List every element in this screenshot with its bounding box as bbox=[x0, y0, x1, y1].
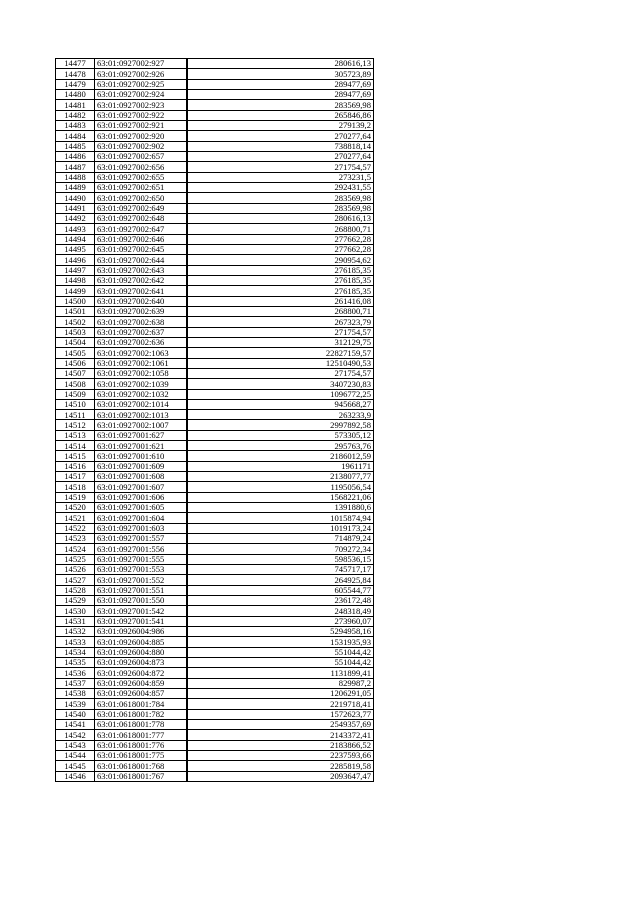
cadastral-number-cell: 63:01:0927002:902 bbox=[95, 141, 187, 151]
cadastral-number-cell: 63:01:0926004:857 bbox=[95, 689, 187, 699]
table-row bbox=[56, 213, 374, 223]
table-row bbox=[56, 420, 374, 430]
cadastral-value-cell: 714879,24 bbox=[187, 534, 374, 544]
row-number-cell: 14494 bbox=[56, 234, 95, 244]
cadastral-value-cell: 1572623,77 bbox=[187, 709, 374, 719]
cadastral-value-cell: 273231,5 bbox=[187, 172, 374, 182]
cadastral-number-cell: 63:01:0927002:1061 bbox=[95, 358, 187, 368]
cadastral-value-cell: 2237593,66 bbox=[187, 750, 374, 760]
cadastral-value-cell: 277662,28 bbox=[187, 244, 374, 254]
cadastral-value-cell: 1131899,41 bbox=[187, 668, 374, 678]
row-number-cell: 14512 bbox=[56, 420, 95, 430]
cadastral-number-cell: 63:01:0927002:1058 bbox=[95, 368, 187, 378]
table-row bbox=[56, 616, 374, 626]
row-number-cell: 14516 bbox=[56, 461, 95, 471]
row-number-cell: 14487 bbox=[56, 162, 95, 172]
row-number-cell: 14484 bbox=[56, 131, 95, 141]
cadastral-value-cell: 292431,55 bbox=[187, 182, 374, 192]
cadastral-number-cell: 63:01:0927001:553 bbox=[95, 565, 187, 575]
row-number-cell: 14496 bbox=[56, 255, 95, 265]
table-row bbox=[56, 771, 374, 781]
cadastral-number-cell: 63:01:0927002:1039 bbox=[95, 379, 187, 389]
cadastral-value-cell: 271754,57 bbox=[187, 327, 374, 337]
row-number-cell: 14482 bbox=[56, 110, 95, 120]
row-number-cell: 14501 bbox=[56, 306, 95, 316]
cadastral-number-cell: 63:01:0927001:557 bbox=[95, 534, 187, 544]
table-row bbox=[56, 275, 374, 285]
row-number-cell: 14535 bbox=[56, 658, 95, 668]
table-row bbox=[56, 327, 374, 337]
cadastral-value-cell: 283569,98 bbox=[187, 193, 374, 203]
cadastral-number-cell: 63:01:0927002:1032 bbox=[95, 389, 187, 399]
row-number-cell: 14510 bbox=[56, 399, 95, 409]
cadastral-value-cell: 1568221,06 bbox=[187, 492, 374, 502]
cadastral-value-cell: 276185,35 bbox=[187, 286, 374, 296]
table-row bbox=[56, 472, 374, 482]
cadastral-value-cell: 829987,2 bbox=[187, 678, 374, 688]
row-number-cell: 14514 bbox=[56, 441, 95, 451]
row-number-cell: 14495 bbox=[56, 244, 95, 254]
cadastral-value-cell: 1206291,05 bbox=[187, 689, 374, 699]
cadastral-number-cell: 63:01:0927001:610 bbox=[95, 451, 187, 461]
table-row bbox=[56, 337, 374, 347]
table-row bbox=[56, 637, 374, 647]
table-row bbox=[56, 141, 374, 151]
cadastral-value-cell: 2186012,59 bbox=[187, 451, 374, 461]
row-number-cell: 14506 bbox=[56, 358, 95, 368]
cadastral-value-cell: 305723,89 bbox=[187, 69, 374, 79]
cadastral-number-cell: 63:01:0618001:782 bbox=[95, 709, 187, 719]
cadastral-value-cell: 598536,15 bbox=[187, 554, 374, 564]
cadastral-number-cell: 63:01:0927002:642 bbox=[95, 275, 187, 285]
table-row bbox=[56, 110, 374, 120]
cadastral-value-cell: 1096772,25 bbox=[187, 389, 374, 399]
cadastral-value-cell: 280616,13 bbox=[187, 213, 374, 223]
table-row bbox=[56, 286, 374, 296]
cadastral-value-cell: 12510490,53 bbox=[187, 358, 374, 368]
cadastral-value-cell: 3407230,83 bbox=[187, 379, 374, 389]
cadastral-number-cell: 63:01:0927001:605 bbox=[95, 503, 187, 513]
row-number-cell: 14500 bbox=[56, 296, 95, 306]
row-number-cell: 14479 bbox=[56, 79, 95, 89]
cadastral-number-cell: 63:01:0926004:873 bbox=[95, 658, 187, 668]
table-row bbox=[56, 100, 374, 110]
cadastral-value-cell: 2549357,69 bbox=[187, 720, 374, 730]
cadastral-number-cell: 63:01:0927002:920 bbox=[95, 131, 187, 141]
row-number-cell: 14521 bbox=[56, 513, 95, 523]
cadastral-number-cell: 63:01:0927002:926 bbox=[95, 69, 187, 79]
cadastral-number-cell: 63:01:0927002:657 bbox=[95, 151, 187, 161]
row-number-cell: 14532 bbox=[56, 627, 95, 637]
cadastral-number-cell: 63:01:0927001:551 bbox=[95, 585, 187, 595]
cadastral-value-cell: 261416,08 bbox=[187, 296, 374, 306]
cadastral-number-cell: 63:01:0927002:925 bbox=[95, 79, 187, 89]
table-row bbox=[56, 709, 374, 719]
table-row bbox=[56, 224, 374, 234]
row-number-cell: 14515 bbox=[56, 451, 95, 461]
row-number-cell: 14488 bbox=[56, 172, 95, 182]
table-row bbox=[56, 265, 374, 275]
table-row bbox=[56, 69, 374, 79]
row-number-cell: 14531 bbox=[56, 616, 95, 626]
row-number-cell: 14524 bbox=[56, 544, 95, 554]
table-row bbox=[56, 596, 374, 606]
cadastral-value-cell: 1961171 bbox=[187, 461, 374, 471]
row-number-cell: 14536 bbox=[56, 668, 95, 678]
cadastral-value-cell: 289477,69 bbox=[187, 79, 374, 89]
row-number-cell: 14509 bbox=[56, 389, 95, 399]
row-number-cell: 14477 bbox=[56, 59, 95, 69]
cadastral-value-cell: 277662,28 bbox=[187, 234, 374, 244]
cadastral-value-cell: 745717,17 bbox=[187, 565, 374, 575]
row-number-cell: 14513 bbox=[56, 430, 95, 440]
cadastral-number-cell: 63:01:0618001:768 bbox=[95, 761, 187, 771]
row-number-cell: 14483 bbox=[56, 120, 95, 130]
cadastral-number-cell: 63:01:0927002:927 bbox=[95, 59, 187, 69]
cadastral-number-cell: 63:01:0927002:1063 bbox=[95, 348, 187, 358]
row-number-cell: 14502 bbox=[56, 317, 95, 327]
table-row bbox=[56, 606, 374, 616]
table-row bbox=[56, 244, 374, 254]
cadastral-value-cell: 276185,35 bbox=[187, 265, 374, 275]
row-number-cell: 14530 bbox=[56, 606, 95, 616]
cadastral-number-cell: 63:01:0927002:922 bbox=[95, 110, 187, 120]
cadastral-value-cell: 2143372,41 bbox=[187, 730, 374, 740]
table-row bbox=[56, 203, 374, 213]
cadastral-number-cell: 63:01:0927002:643 bbox=[95, 265, 187, 275]
row-number-cell: 14481 bbox=[56, 100, 95, 110]
row-number-cell: 14526 bbox=[56, 565, 95, 575]
row-number-cell: 14493 bbox=[56, 224, 95, 234]
cadastral-value-cell: 248318,49 bbox=[187, 606, 374, 616]
cadastral-value-cell: 268800,71 bbox=[187, 306, 374, 316]
row-number-cell: 14497 bbox=[56, 265, 95, 275]
table-row bbox=[56, 389, 374, 399]
row-number-cell: 14529 bbox=[56, 596, 95, 606]
table-row bbox=[56, 162, 374, 172]
cadastral-value-cell: 738818,14 bbox=[187, 141, 374, 151]
cadastral-value-cell: 270277,64 bbox=[187, 151, 374, 161]
table-row bbox=[56, 492, 374, 502]
cadastral-number-cell: 63:01:0927001:556 bbox=[95, 544, 187, 554]
cadastral-value-cell: 2093647,47 bbox=[187, 771, 374, 781]
table-row bbox=[56, 689, 374, 699]
table-row bbox=[56, 131, 374, 141]
cadastral-number-cell: 63:01:0927002:639 bbox=[95, 306, 187, 316]
row-number-cell: 14504 bbox=[56, 337, 95, 347]
table-row bbox=[56, 348, 374, 358]
cadastral-number-cell: 63:01:0927002:648 bbox=[95, 213, 187, 223]
cadastral-value-cell: 279139,2 bbox=[187, 120, 374, 130]
cadastral-value-cell: 1391880,6 bbox=[187, 503, 374, 513]
cadastral-value-cell: 290954,62 bbox=[187, 255, 374, 265]
cadastral-number-cell: 63:01:0927001:552 bbox=[95, 575, 187, 585]
cadastral-number-cell: 63:01:0927002:638 bbox=[95, 317, 187, 327]
cadastral-value-cell: 264925,84 bbox=[187, 575, 374, 585]
table-row bbox=[56, 647, 374, 657]
cadastral-number-cell: 63:01:0927001:606 bbox=[95, 492, 187, 502]
cadastral-number-cell: 63:01:0926004:986 bbox=[95, 627, 187, 637]
cadastral-value-table bbox=[55, 58, 374, 782]
row-number-cell: 14538 bbox=[56, 689, 95, 699]
cadastral-value-cell: 273960,07 bbox=[187, 616, 374, 626]
cadastral-value-cell: 573305,12 bbox=[187, 430, 374, 440]
table-row bbox=[56, 761, 374, 771]
row-number-cell: 14511 bbox=[56, 410, 95, 420]
row-number-cell: 14520 bbox=[56, 503, 95, 513]
cadastral-value-cell: 312129,75 bbox=[187, 337, 374, 347]
row-number-cell: 14518 bbox=[56, 482, 95, 492]
cadastral-number-cell: 63:01:0618001:778 bbox=[95, 720, 187, 730]
table-row bbox=[56, 750, 374, 760]
row-number-cell: 14507 bbox=[56, 368, 95, 378]
cadastral-value-cell: 1531935,93 bbox=[187, 637, 374, 647]
table-row bbox=[56, 565, 374, 575]
table-row bbox=[56, 151, 374, 161]
row-number-cell: 14499 bbox=[56, 286, 95, 296]
cadastral-number-cell: 63:01:0927002:651 bbox=[95, 182, 187, 192]
row-number-cell: 14540 bbox=[56, 709, 95, 719]
table-row bbox=[56, 678, 374, 688]
table-row bbox=[56, 523, 374, 533]
cadastral-value-cell: 709272,34 bbox=[187, 544, 374, 554]
cadastral-number-cell: 63:01:0618001:777 bbox=[95, 730, 187, 740]
cadastral-value-cell: 276185,35 bbox=[187, 275, 374, 285]
cadastral-value-cell: 267323,79 bbox=[187, 317, 374, 327]
cadastral-number-cell: 63:01:0927001:604 bbox=[95, 513, 187, 523]
cadastral-number-cell: 63:01:0927001:621 bbox=[95, 441, 187, 451]
table-row bbox=[56, 575, 374, 585]
cadastral-number-cell: 63:01:0927002:1014 bbox=[95, 399, 187, 409]
cadastral-value-cell: 551044,42 bbox=[187, 647, 374, 657]
cadastral-number-cell: 63:01:0927002:921 bbox=[95, 120, 187, 130]
cadastral-value-cell: 289477,69 bbox=[187, 89, 374, 99]
cadastral-value-cell: 270277,64 bbox=[187, 131, 374, 141]
table-row bbox=[56, 182, 374, 192]
cadastral-number-cell: 63:01:0618001:767 bbox=[95, 771, 187, 781]
cadastral-number-cell: 63:01:0927001:603 bbox=[95, 523, 187, 533]
table-row bbox=[56, 482, 374, 492]
cadastral-number-cell: 63:01:0618001:784 bbox=[95, 699, 187, 709]
table-row bbox=[56, 658, 374, 668]
row-number-cell: 14508 bbox=[56, 379, 95, 389]
table-row bbox=[56, 441, 374, 451]
table-row bbox=[56, 544, 374, 554]
table-row bbox=[56, 585, 374, 595]
cadastral-number-cell: 63:01:0926004:880 bbox=[95, 647, 187, 657]
row-number-cell: 14485 bbox=[56, 141, 95, 151]
table-row bbox=[56, 59, 374, 69]
cadastral-value-cell: 283569,98 bbox=[187, 100, 374, 110]
cadastral-number-cell: 63:01:0927001:607 bbox=[95, 482, 187, 492]
table-row bbox=[56, 410, 374, 420]
table-row bbox=[56, 451, 374, 461]
row-number-cell: 14486 bbox=[56, 151, 95, 161]
table-row bbox=[56, 461, 374, 471]
row-number-cell: 14545 bbox=[56, 761, 95, 771]
cadastral-value-cell: 551044,42 bbox=[187, 658, 374, 668]
cadastral-number-cell: 63:01:0927002:650 bbox=[95, 193, 187, 203]
cadastral-number-cell: 63:01:0927002:656 bbox=[95, 162, 187, 172]
row-number-cell: 14517 bbox=[56, 472, 95, 482]
cadastral-value-cell: 2219718,41 bbox=[187, 699, 374, 709]
row-number-cell: 14478 bbox=[56, 69, 95, 79]
row-number-cell: 14490 bbox=[56, 193, 95, 203]
cadastral-number-cell: 63:01:0927002:647 bbox=[95, 224, 187, 234]
table-row bbox=[56, 730, 374, 740]
row-number-cell: 14546 bbox=[56, 771, 95, 781]
cadastral-number-cell: 63:01:0927002:1013 bbox=[95, 410, 187, 420]
cadastral-value-cell: 236172,48 bbox=[187, 596, 374, 606]
table-row bbox=[56, 89, 374, 99]
cadastral-value-cell: 2997892,58 bbox=[187, 420, 374, 430]
cadastral-number-cell: 63:01:0927002:645 bbox=[95, 244, 187, 254]
row-number-cell: 14537 bbox=[56, 678, 95, 688]
cadastral-value-cell: 268800,71 bbox=[187, 224, 374, 234]
cadastral-value-cell: 605544,77 bbox=[187, 585, 374, 595]
cadastral-number-cell: 63:01:0927001:608 bbox=[95, 472, 187, 482]
cadastral-number-cell: 63:01:0927001:550 bbox=[95, 596, 187, 606]
cadastral-number-cell: 63:01:0927002:640 bbox=[95, 296, 187, 306]
cadastral-number-cell: 63:01:0927002:649 bbox=[95, 203, 187, 213]
row-number-cell: 14522 bbox=[56, 523, 95, 533]
cadastral-value-cell: 2183866,52 bbox=[187, 740, 374, 750]
table-row bbox=[56, 317, 374, 327]
table-row bbox=[56, 379, 374, 389]
row-number-cell: 14534 bbox=[56, 647, 95, 657]
cadastral-value-cell: 1015874,94 bbox=[187, 513, 374, 523]
cadastral-number-cell: 63:01:0926004:885 bbox=[95, 637, 187, 647]
table-row bbox=[56, 193, 374, 203]
cadastral-number-cell: 63:01:0927002:655 bbox=[95, 172, 187, 182]
table-row bbox=[56, 668, 374, 678]
row-number-cell: 14543 bbox=[56, 740, 95, 750]
table-row bbox=[56, 255, 374, 265]
cadastral-number-cell: 63:01:0927001:609 bbox=[95, 461, 187, 471]
table-row bbox=[56, 720, 374, 730]
cadastral-number-cell: 63:01:0927002:923 bbox=[95, 100, 187, 110]
cadastral-number-cell: 63:01:0927002:641 bbox=[95, 286, 187, 296]
table-row bbox=[56, 430, 374, 440]
table-row bbox=[56, 627, 374, 637]
cadastral-value-cell: 1019173,24 bbox=[187, 523, 374, 533]
table-body bbox=[56, 59, 374, 782]
cadastral-number-cell: 63:01:0927001:555 bbox=[95, 554, 187, 564]
cadastral-value-cell: 263233,9 bbox=[187, 410, 374, 420]
table-row bbox=[56, 79, 374, 89]
cadastral-number-cell: 63:01:0927002:636 bbox=[95, 337, 187, 347]
table-row bbox=[56, 358, 374, 368]
table-row bbox=[56, 740, 374, 750]
table-row bbox=[56, 699, 374, 709]
table-row bbox=[56, 368, 374, 378]
row-number-cell: 14505 bbox=[56, 348, 95, 358]
table-row bbox=[56, 534, 374, 544]
cadastral-number-cell: 63:01:0926004:859 bbox=[95, 678, 187, 688]
row-number-cell: 14544 bbox=[56, 750, 95, 760]
row-number-cell: 14539 bbox=[56, 699, 95, 709]
row-number-cell: 14491 bbox=[56, 203, 95, 213]
cadastral-number-cell: 63:01:0618001:776 bbox=[95, 740, 187, 750]
table-row bbox=[56, 554, 374, 564]
row-number-cell: 14541 bbox=[56, 720, 95, 730]
row-number-cell: 14533 bbox=[56, 637, 95, 647]
cadastral-value-cell: 2285819,58 bbox=[187, 761, 374, 771]
cadastral-number-cell: 63:01:0927001:627 bbox=[95, 430, 187, 440]
cadastral-number-cell: 63:01:0927002:644 bbox=[95, 255, 187, 265]
cadastral-value-cell: 280616,13 bbox=[187, 59, 374, 69]
row-number-cell: 14523 bbox=[56, 534, 95, 544]
table-row bbox=[56, 120, 374, 130]
cadastral-value-cell: 271754,57 bbox=[187, 368, 374, 378]
row-number-cell: 14542 bbox=[56, 730, 95, 740]
row-number-cell: 14480 bbox=[56, 89, 95, 99]
row-number-cell: 14489 bbox=[56, 182, 95, 192]
cadastral-value-cell: 2138077,77 bbox=[187, 472, 374, 482]
cadastral-value-cell: 283569,98 bbox=[187, 203, 374, 213]
table-row bbox=[56, 234, 374, 244]
table-row bbox=[56, 306, 374, 316]
cadastral-value-cell: 5294958,16 bbox=[187, 627, 374, 637]
cadastral-value-cell: 271754,57 bbox=[187, 162, 374, 172]
cadastral-value-cell: 22827159,57 bbox=[187, 348, 374, 358]
cadastral-number-cell: 63:01:0618001:775 bbox=[95, 750, 187, 760]
cadastral-value-cell: 295763,76 bbox=[187, 441, 374, 451]
cadastral-number-cell: 63:01:0927002:924 bbox=[95, 89, 187, 99]
cadastral-value-cell: 1195056,54 bbox=[187, 482, 374, 492]
cadastral-value-cell: 945668,27 bbox=[187, 399, 374, 409]
row-number-cell: 14498 bbox=[56, 275, 95, 285]
row-number-cell: 14527 bbox=[56, 575, 95, 585]
cadastral-number-cell: 63:01:0927002:646 bbox=[95, 234, 187, 244]
cadastral-number-cell: 63:01:0927001:541 bbox=[95, 616, 187, 626]
row-number-cell: 14528 bbox=[56, 585, 95, 595]
cadastral-number-cell: 63:01:0927001:542 bbox=[95, 606, 187, 616]
row-number-cell: 14492 bbox=[56, 213, 95, 223]
row-number-cell: 14519 bbox=[56, 492, 95, 502]
cadastral-number-cell: 63:01:0927002:1007 bbox=[95, 420, 187, 430]
cadastral-number-cell: 63:01:0926004:872 bbox=[95, 668, 187, 678]
table-row bbox=[56, 399, 374, 409]
table-row bbox=[56, 296, 374, 306]
row-number-cell: 14503 bbox=[56, 327, 95, 337]
row-number-cell: 14525 bbox=[56, 554, 95, 564]
cadastral-value-cell: 265846,86 bbox=[187, 110, 374, 120]
table-row bbox=[56, 503, 374, 513]
table-row bbox=[56, 172, 374, 182]
cadastral-number-cell: 63:01:0927002:637 bbox=[95, 327, 187, 337]
table-row bbox=[56, 513, 374, 523]
